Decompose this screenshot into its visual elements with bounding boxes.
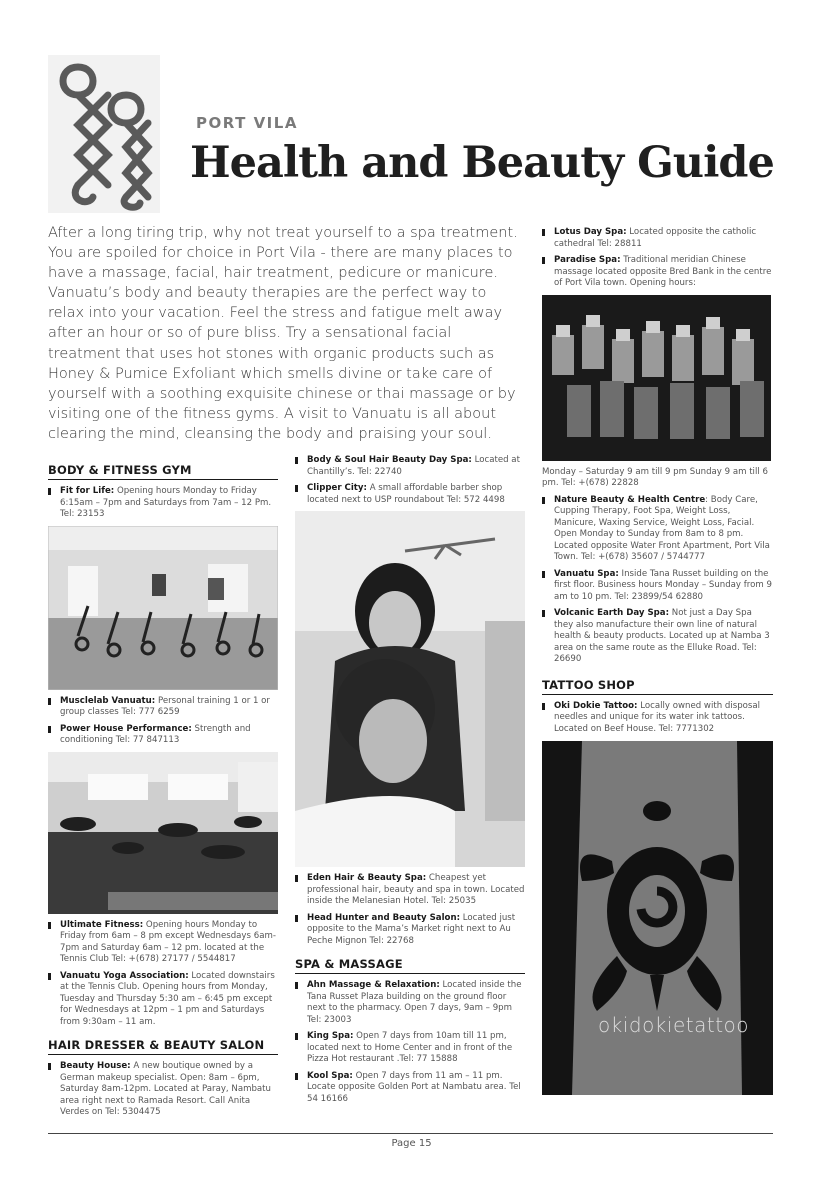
- footer-rule: [48, 1133, 773, 1134]
- list-item: Ahn Massage & Relaxation: Located inside the Tana Russet Plaza building on the ground floor next to the pharmacy. Open 7 days, 9am – 9pm Tel: 23003: [295, 980, 525, 1026]
- list-item: Lotus Day Spa: Located opposite the catholic cathedral Tel: 28811: [542, 227, 773, 250]
- tattoo-watermark: okidokietattoo: [598, 1013, 750, 1037]
- nail-polish-photo: [542, 295, 771, 461]
- list-item: Vanuatu Yoga Association: Located downstairs at the Tennis Club. Opening hours from Monday, Tuesday and Thursday 5:30 am – 6:45 pm except for Wednesdays at 12pm – 1 pm and Saturdays from 9:30am – 11 am.: [48, 971, 278, 1029]
- gym-bikes-photo: [48, 526, 278, 690]
- kicker-port-vila: PORT VILA: [196, 114, 298, 132]
- list-item: Clipper City: A small affordable barber shop located next to USP roundabout Tel: 572 4498: [295, 483, 525, 506]
- list-item: Nature Beauty & Health Centre: Body Care, Cupping Therapy, Foot Spa, Weight Loss, Manicure, Waxing Service, Weight Loss, Facial. Open Monday to Sunday from 8am to 8 pm. Located opposite Water Front Apartment, Port Vila Town. Tel: +(678) 35607 / 5744777: [542, 495, 773, 564]
- list-item: Volcanic Earth Day Spa: Not just a Day Spa they also manufacture their own line of natural health & beauty products. Located up at Namba 3 area on the same route as the Elluke Road. Tel: 26690: [542, 608, 773, 666]
- list-item: Eden Hair & Beauty Spa: Cheapest yet professional hair, beauty and spa in town. Located inside the Melanesian Hotel. Tel: 25035: [295, 873, 525, 908]
- list-item: Paradise Spa: Traditional meridian Chinese massage located opposite Bred Bank in the centre of Port Vila town. Opening hours:: [542, 255, 773, 290]
- list-item: Head Hunter and Beauty Salon: Located just opposite to the Mama’s Market right next to Au Peche Mignon Tel: 22768: [295, 913, 525, 948]
- logo-knot-icon: [48, 55, 160, 213]
- list-item: Ultimate Fitness: Opening hours Monday to Friday from 6am – 8 pm except Wednesdays 6am- 7pm and Saturday 6am – 12 pm. located at the Tennis Club Tel: +(678) 27177 / 5544817: [48, 920, 278, 966]
- yoga-class-photo: [48, 752, 278, 914]
- tattoo-photo-wrapper: [542, 741, 773, 1095]
- heading-body-fitness: BODY & FITNESS GYM: [48, 463, 278, 480]
- list-item: Vanuatu Spa: Inside Tana Russet building on the first floor. Business hours Monday – Sunday from 9 am to 10 pm. Tel: 23899/54 62880: [542, 569, 773, 604]
- column-2: [295, 455, 525, 1110]
- paradise-spa-hours: Monday – Saturday 9 am till 9 pm Sunday 9 am till 6 pm. Tel: +(678) 22828: [542, 466, 768, 488]
- list-item: Musclelab Vanuatu: Personal training 1 or 1 or group classes Tel: 777 6259: [48, 696, 278, 719]
- heading-tattoo-shop: TATTOO SHOP: [542, 678, 773, 695]
- page-title: Health and Beauty Guide: [190, 138, 774, 188]
- list-item: Beauty House: A new boutique owned by a German makeup specialist. Open: 8am – 6pm, Saturday 8am-12pm. Located at Paray, Nambatu area right next to Ramada Resort. Call Anita Verdes on Tel: 5304475: [48, 1061, 278, 1119]
- list-item: King Spa: Open 7 days from 10am till 11 pm, located next to Home Center and in front of the Pizza Hot restaurant .Tel: 77 15888: [295, 1031, 525, 1066]
- list-item: Body & Soul Hair Beauty Day Spa: Located at Chantilly’s. Tel: 22740: [295, 455, 525, 478]
- column-3: [542, 227, 773, 1095]
- haircut-photo: [295, 511, 525, 867]
- intro-paragraph: After a long tiring trip, why not treat yourself to a spa treatment. You are spoiled for choice in Port Vila - there are many places to have a massage, facial, hair treatment, pedicure or manicure. Vanuatu’s body and beauty therapies are the perfect way to relax into your vacation. Feel the stress and fatigue melt away after an hour or so of pure bliss. Try a sensational facial treatment that uses hot stones with organic products such as Honey & Pumice Exfoliant which smells divine or take care of yourself with a soothing exquisite chinese or thai massage or by visiting one of the fitness gyms. A visit to Vanuatu is all about clearing the mind, cleansing the body and praising your soul.: [48, 225, 518, 442]
- column-1: [48, 463, 278, 1124]
- heading-spa-massage: SPA & MASSAGE: [295, 957, 525, 974]
- list-item: Power House Performance: Strength and conditioning Tel: 77 847113: [48, 724, 278, 747]
- turtle-tattoo-photo: [542, 741, 773, 1095]
- heading-hair-dresser: HAIR DRESSER & BEAUTY SALON: [48, 1038, 278, 1055]
- page-number: Page 15: [391, 1138, 432, 1149]
- list-item: Oki Dokie Tattoo: Locally owned with disposal needles and unique for its water ink tattoos. Located on Beef House. Tel: 7771302: [542, 701, 773, 736]
- list-item: Kool Spa: Open 7 days from 11 am – 11 pm. Locate opposite Golden Port at Nambatu area. Tel 54 16166: [295, 1071, 525, 1106]
- list-item: Fit for Life: Opening hours Monday to Friday 6:15am – 7pm and Saturdays from 7am – 12 Pm. Tel: 23153: [48, 486, 278, 521]
